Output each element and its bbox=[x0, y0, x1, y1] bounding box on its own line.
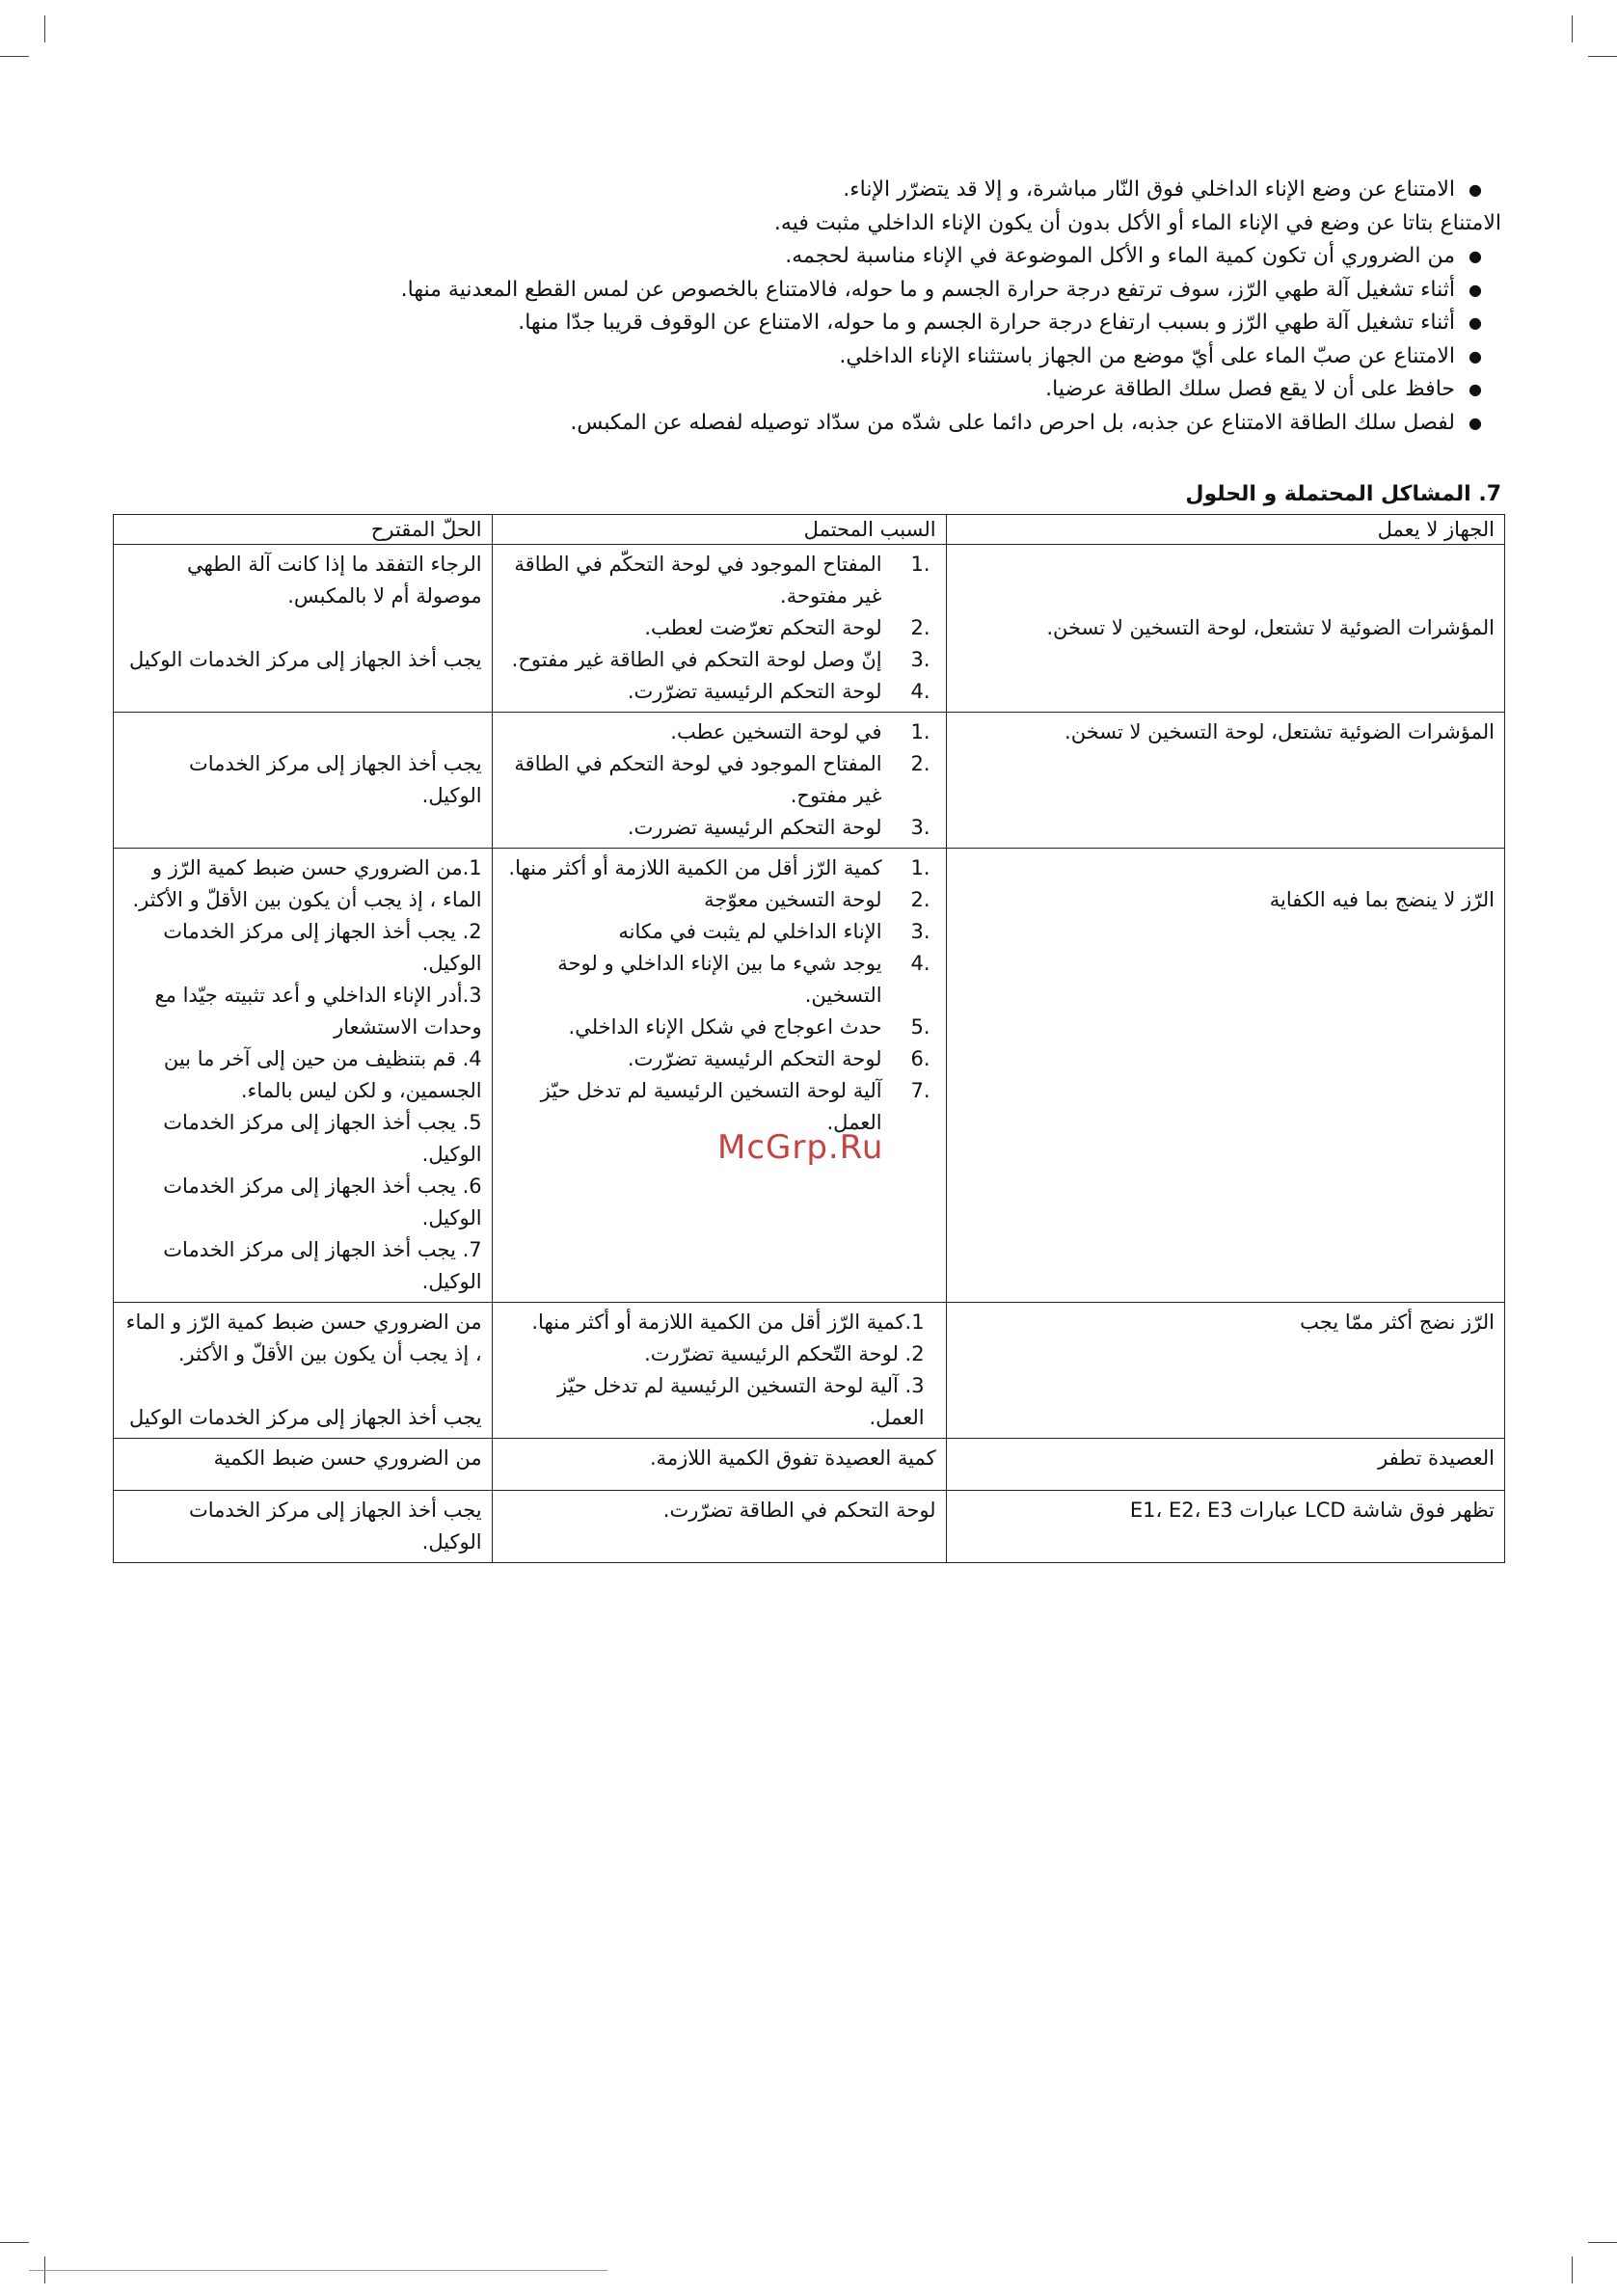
warning-item: ● الامتناع عن وضع الإناء الداخلي فوق النّار مباشرة، و إلا قد يتضرّر الإناء. bbox=[113, 174, 1505, 207]
column-header-solution: الحلّ المقترح bbox=[114, 515, 493, 545]
problem-cell: الرّز نضج أكثر ممّا يجب bbox=[946, 1303, 1504, 1439]
table-row bbox=[114, 849, 1505, 1303]
warning-item: ● أثناء تشغيل آلة طهي الرّز، سوف ترتفع درجة حرارة الجسم و ما حوله، فالامتناع بالخصوص عن لمس القطع المعدنية منها. bbox=[113, 274, 1505, 308]
cause-cell bbox=[492, 1303, 946, 1439]
cause-item: 2. المفتاح الموجود في لوحة التحكم في الطاقة غير مفتوح. bbox=[514, 752, 930, 807]
cause-item: 2. لوحة التسخين معوّجة bbox=[704, 888, 930, 911]
cause-item: 6. لوحة التحكم الرئيسية تضرّرت. bbox=[627, 1047, 930, 1070]
warning-item: ● حافظ على أن لا يقع فصل سلك الطاقة عرضيا. bbox=[113, 373, 1505, 407]
solution-cell bbox=[114, 1439, 493, 1491]
bullet-icon: ● bbox=[1469, 180, 1482, 199]
warning-item: ● لفصل سلك الطاقة الامتناع عن جذبه، بل احرص دائما على شدّه من سدّاد توصيله لفصله عن المكبس. bbox=[113, 407, 1505, 441]
cause-item: 3. آلية لوحة التسخين الرئيسية لم تدخل حيّز العمل. bbox=[556, 1374, 925, 1429]
cause-item: 3. الإناء الداخلي لم يثبت في مكانه bbox=[618, 920, 930, 943]
bullet-icon: ● bbox=[1469, 413, 1482, 432]
cause-item: 3. لوحة التحكم الرئيسية تضررت. bbox=[627, 816, 930, 839]
solution-text: 6. يجب أخذ الجهاز إلى مركز الخدمات الوكيل. bbox=[163, 1175, 482, 1229]
cause-cell bbox=[492, 713, 946, 849]
bullet-icon: ● bbox=[1469, 380, 1482, 398]
solution-cell bbox=[114, 1491, 493, 1563]
warning-item: ● الامتناع عن صبّ الماء على أيّ موضع من الجهاز باستثناء الإناء الداخلي. bbox=[113, 340, 1505, 374]
crop-mark bbox=[1588, 2242, 1617, 2243]
bullet-icon: ● bbox=[1469, 346, 1482, 365]
solution-text: يجب أخذ الجهاز إلى مركز الخدمات الوكيل. bbox=[189, 1499, 482, 1553]
cause-cell bbox=[492, 545, 946, 713]
problem-cell: المؤشرات الضوئية لا تشتعل، لوحة التسخين لا تسخن. bbox=[946, 545, 1504, 713]
cause-item: 4. يوجد شيء ما بين الإناء الداخلي و لوحة التسخين. bbox=[557, 952, 930, 1007]
solution-text: يجب أخذ الجهاز إلى مركز الخدمات الوكيل. bbox=[189, 752, 482, 807]
table-row bbox=[114, 1491, 1505, 1563]
solution-text: 3.أدر الإناء الداخلي و أعد تثبيته جيّدا مع وحدات الاستشعار bbox=[154, 984, 482, 1039]
solution-text: الرجاء التفقد ما إذا كانت آلة الطهي موصولة أم لا بالمكبس. bbox=[187, 553, 482, 608]
bullet-icon: ● bbox=[1469, 247, 1482, 265]
cause-cell bbox=[492, 1491, 946, 1563]
solution-text: 2. يجب أخذ الجهاز إلى مركز الخدمات الوكيل. bbox=[163, 920, 482, 975]
warning-item: ● من الضروري أن تكون كمية الماء و الأكل الموضوعة في الإناء مناسبة لحجمه. bbox=[113, 240, 1505, 274]
cause-item: كمية العصيدة تفوق الكمية اللازمة. bbox=[649, 1446, 936, 1470]
solution-text: من الضروري حسن ضبط الكمية bbox=[213, 1446, 482, 1470]
table-row bbox=[114, 545, 1505, 713]
cause-item: 2. لوحة التّحكم الرئيسية تضرّرت. bbox=[644, 1342, 925, 1365]
crop-mark bbox=[44, 15, 45, 42]
solution-text: 1.من الضروري حسن ضبط كمية الرّز و الماء ، إذ يجب أن يكون بين الأقلّ و الأكثر. bbox=[132, 856, 482, 911]
solution-text: يجب أخذ الجهاز إلى مركز الخدمات الوكيل bbox=[129, 1406, 482, 1429]
problem-cell: المؤشرات الضوئية تشتعل، لوحة التسخين لا تسخن. bbox=[946, 713, 1504, 849]
cause-item: 4. لوحة التحكم الرئيسية تضرّرت. bbox=[627, 680, 930, 703]
problem-cell: تظهر فوق شاشة LCD عبارات E1، E2، E3 bbox=[946, 1491, 1504, 1563]
troubleshooting-table bbox=[113, 514, 1505, 1563]
table-row bbox=[114, 713, 1505, 849]
cause-item: 2. لوحة التحكم تعرّضت لعطب. bbox=[644, 616, 930, 639]
crop-mark bbox=[1572, 2256, 1573, 2283]
solution-text: من الضروري حسن ضبط كمية الرّز و الماء ، إذ يجب أن يكون بين الأقلّ و الأكثر. bbox=[125, 1310, 482, 1365]
document-page bbox=[113, 174, 1505, 1563]
crop-mark bbox=[0, 2242, 29, 2243]
solution-cell bbox=[114, 849, 493, 1303]
crop-mark bbox=[0, 56, 29, 57]
cause-item: 1. كمية الرّز أقل من الكمية اللازمة أو أكثر منها. bbox=[508, 856, 930, 879]
solution-text: 7. يجب أخذ الجهاز إلى مركز الخدمات الوكيل. bbox=[163, 1238, 482, 1293]
column-header-cause: السبب المحتمل bbox=[492, 515, 946, 545]
warnings-list bbox=[113, 174, 1505, 440]
section-title: 7. المشاكل المحتملة و الحلول bbox=[1185, 482, 1501, 506]
watermark: McGrp.Ru bbox=[717, 1128, 884, 1167]
crop-mark bbox=[1572, 15, 1573, 42]
cause-item: 1.كمية الرّز أقل من الكمية اللازمة أو أكثر منها. bbox=[531, 1310, 925, 1334]
solution-text: 5. يجب أخذ الجهاز إلى مركز الخدمات الوكيل. bbox=[163, 1111, 482, 1166]
cause-cell bbox=[492, 849, 946, 1303]
warning-item: ● أثناء تشغيل آلة طهي الرّز و بسبب ارتفاع درجة حرارة الجسم و ما حوله، الامتناع عن الوقوف قريبا جدّا منها. bbox=[113, 307, 1505, 340]
table-row bbox=[114, 1303, 1505, 1439]
cause-cell bbox=[492, 1439, 946, 1491]
cause-item: لوحة التحكم في الطاقة تضرّرت. bbox=[662, 1499, 936, 1522]
footer-line bbox=[29, 2270, 607, 2271]
table-header-row bbox=[114, 515, 1505, 545]
bullet-icon: ● bbox=[1469, 280, 1482, 299]
solution-cell bbox=[114, 545, 493, 713]
cause-item: 5. حدث اعوجاج في شكل الإناء الداخلي. bbox=[568, 1015, 930, 1039]
problem-cell: العصيدة تطفر bbox=[946, 1439, 1504, 1491]
problem-cell: الرّز لا ينضج بما فيه الكفاية bbox=[946, 849, 1504, 1303]
solution-text: 4. قم بتنظيف من حين إلى آخر ما بين الجسمين، و لكن ليس بالماء. bbox=[163, 1047, 482, 1102]
table-row bbox=[114, 1439, 1505, 1491]
solution-text: يجب أخذ الجهاز إلى مركز الخدمات الوكيل bbox=[129, 648, 482, 671]
warning-item: الامتناع بتاتا عن وضع في الإناء الماء أو الأكل بدون أن يكون الإناء الداخلي مثبت فيه. bbox=[773, 210, 1501, 235]
solution-cell bbox=[114, 1303, 493, 1439]
column-header-problem: الجهاز لا يعمل bbox=[946, 515, 1504, 545]
cause-item: 1. المفتاح الموجود في لوحة التحكّم في الطاقة غير مفتوحة. bbox=[514, 553, 930, 608]
cause-item: 1. في لوحة التسخين عطب. bbox=[670, 720, 930, 743]
bullet-icon: ● bbox=[1469, 313, 1482, 332]
crop-mark bbox=[1588, 56, 1617, 57]
cause-item: 3. إنّ وصل لوحة التحكم في الطاقة غير مفتوح. bbox=[511, 648, 930, 671]
solution-cell bbox=[114, 713, 493, 849]
cause-item: 7. آلية لوحة التسخين الرئيسية لم تدخل حيّز العمل. bbox=[540, 1079, 930, 1134]
